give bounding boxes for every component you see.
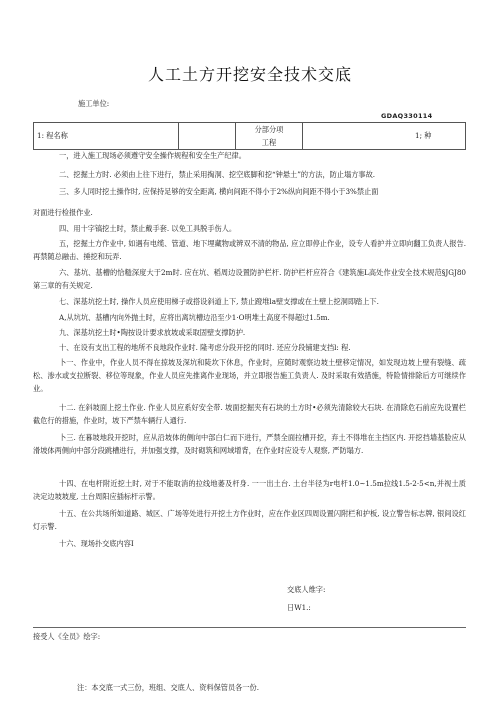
project-name-label: 1: 程名称	[34, 123, 179, 150]
item-3-continued: 对面进行检报作业.	[33, 208, 93, 217]
item-1: 一，进入施工现场必须遵守安全操作规程和安全生产纪律。	[59, 151, 246, 160]
divider-line	[33, 627, 466, 628]
document-title: 人工土方开挖安全技术交底	[147, 65, 352, 84]
item-4: 四、用十字镐挖土时，禁止戴手套. 以免工具脱手伤人。	[59, 224, 237, 233]
item-9: 九、深基坑挖土时•陶按设计要求放坡或采取固壁支撑防护.	[59, 328, 246, 337]
item-11: 卜一、作业中，作业人员不得在掠坡及深坑和陡坎下休息，作业时，应随时观察边坡土壁移定情况，如发现边坡上壁有裂缝、疏松、渗水或支拉断裂、移位等现象，作业人员应先推离作业现场，并立即报告施工负责人. 及时采取有效措施，特险情排除后方可继续作业。	[33, 358, 466, 393]
item-6: 六、基坑、基槽的恰糙深度大于2m时. 应在坑、稻周边设置防护栏杆. 防护栏杆应符合《建筑施L高处作业安全技术规范§JGJ80第三章的有关规定.	[33, 268, 466, 290]
item-5: 五，挖掘土方作业中, 如遇有电缆、管道、地下埋藏物或辨双不清的物品, 应立即停止作业，设专人看护并立即向翻工负责人报告. 再禁随总融击、捶挖和玩弄.	[33, 239, 466, 261]
item-12: 十二. 在斜坡面上挖土作业. 作业人员应系好安全带. 坡面挖掘夹有石块的土方时•必须先清除较大石块. 在清除危石前应先设置栏截危行的措施，作业时，坡下严禁车辆行人通行.	[33, 403, 466, 425]
construction-unit-label: 施工单位:	[78, 99, 110, 108]
item-10: 十、在设有支出工程的地所不良地段作业时. 隆考虑分段开挖的同时. 还应分段铺建支挡l: 程.	[59, 343, 351, 352]
presenter-signature-label: 交底人维字:	[287, 585, 326, 594]
item-14: 十四、在电杆附近挖土时, 对于不能取消的拉线地萎及杆身. 一一出土台. 土台半径为r电杆1.0~1.5m拉线1.5-2·5<n,并视土质决定边坡坡度, 土台周阳应插标杆示警。	[33, 479, 466, 501]
document-code: GDAQ330114	[381, 112, 433, 120]
project-info-table	[33, 122, 466, 150]
item-15: 十五、在公共场所如道路、城区、广场等处进行开挖土方作业时，应在作业区四周设置闪附栏和护板, 设立警告标志牌, 银间设红灯示警.	[33, 509, 466, 531]
project-name-value	[179, 123, 236, 150]
item-8: A,从坑坑、基槽内向外抛土时，应将出离坑槽边沿至少1·O明堆土高度不得超过1.5m.	[59, 313, 330, 322]
distribution-note: 注：本交底一式三份，班组、交底人、资料保管员各一份.	[77, 683, 259, 692]
subitem-label-line1: 分部分项	[254, 125, 284, 134]
item-13: 卜三. 在暮坡地段开挖时，应从沿坡体的侧向中部白仁而下进行，严禁全面拉槽开挖，弃土不得堆在主挡区内. 开挖挡墙基脸应从滑坡体两侧向中部分段跳槽进行，并加强支撑，及时砌筑和网域增背，在作业时应设专人观察, 严防塌方.	[33, 433, 466, 455]
item-3: 三、多人同时挖土操作时, 应保持足够的安全距离, 横向间距不得小于2%纵向间距不得小于3%禁止面	[59, 187, 379, 196]
date-label: 日W1.:	[287, 603, 311, 612]
item-2: 二、挖掘土方时. 必须由上往下进行，禁止采用掏洞、挖空底脚和挖“钟悬土”的方法，防止塌方事故.	[59, 170, 376, 179]
subitem-label-line2: 工程	[261, 138, 277, 147]
subitem-value: 1; 种	[303, 123, 466, 150]
item-16: 十六、现场扑交底内容I	[59, 539, 134, 548]
subitem-label-cell	[236, 123, 303, 150]
item-7: 七、深基坑挖土时, 操作人员应使用梯子或搭设斜道上下, 禁止蹬堆la壁支撑或在土壁上挖洞即踏上下.	[59, 297, 379, 306]
receiver-signature-label: 接受人《全员》绘字:	[33, 632, 101, 641]
